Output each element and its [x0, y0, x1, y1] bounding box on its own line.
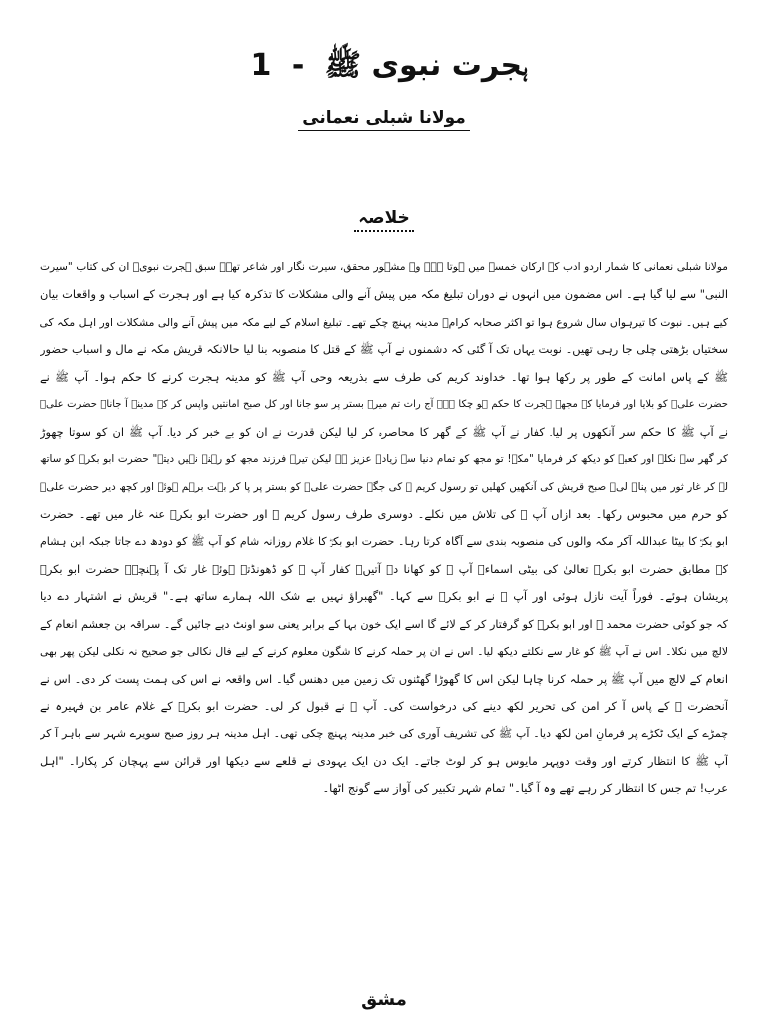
paragraph-line: سختیاں بڑھتی چلی جا رہی تھیں۔ نوبت یہاں تک آ گئی کہ دشمنوں نے آپ ﷺ کے قتل کا منصوبہ بنا لیا حالانکہ قریش مکہ نے مال و اسباب حضور: [40, 342, 728, 357]
summary-section-heading: [0, 204, 768, 232]
paragraph-line: نے آپ ﷺ کا حکم سر آنکھوں پر لیا۔ کفار نے آپ ﷺ کے گھر کا محاصرہ کر لیا لیکن قدرت نے ان کو بے خبر کر دیا۔ آپ ﷺ ان کو سوتا چھوڑ: [40, 424, 728, 439]
chapter-title: ہجرت نبوی ﷺ: [324, 48, 528, 83]
paragraph-line: ابو بکرؓ کا بیٹا عبداللہ آکر مکہ والوں کی منصوبہ بندی سے آگاہ کرتا رہا۔ حضرت ابو بکرؓ کا غلام روزانہ شام کو آپ ﷺ کو دودھ دے جاتا جبکہ ابن ہشام: [40, 535, 728, 549]
paragraph-line: آپ ﷺ کا انتظار کرتے اور وقت دوپہر مایوس ہو کر لوٹ جاتے۔ ایک دن ایک یہودی نے قلعے سے دیکھا اور قرائن سے پہچان کر پکارا۔ "اہل: [40, 753, 728, 768]
paragraph-line: النبی" سے لیا گیا ہے۔ اس مضمون میں انہوں نے دوران تبلیغ مکہ میں پیش آنے والی مشکلات کا تذکرہ کیا ہے اور ہجرت کے اسباب و واقعات بیان: [40, 287, 728, 302]
paragraph-line: آنحضرت ﷺ کے پاس آ کر امن کی تحریر لکھ دینے کی درخواست کی۔ آپ ﷺ نے قبول کر لی۔ حضرت ابو بکرؓ کے غلام عامر بن فہیرہ نے: [40, 699, 728, 713]
summary-heading-text: خلاصہ: [354, 208, 414, 232]
title-separator: -: [291, 48, 305, 83]
paragraph-line: حضرت علیؓ کو بلایا اور فرمایا کہ مجھے ہجرت کا حکم ہو چکا ہے۔ آج رات تم میرے بستر پر سو جانا اور کل صبح امانتیں واپس کر کے مدینہ آ جانا۔ حضرت علیؓ: [40, 399, 728, 411]
paragraph-line: کر گھر سے نکلے اور کعبہ کو دیکھ کر فرمایا "مکہ! تو مجھ کو تمام دنیا سے زیادہ عزیز ہے لیکن تیرے فرزند مجھ کو رہنے نہیں دیتے" حضرت ابو بکرؓ کو ساتھ: [40, 453, 728, 466]
paragraph-line: کیے ہیں۔ نبوت کا تیرہواں سال شروع ہوا تو اکثر صحابہ کرامؓ مدینہ پہنچ چکے تھے۔ تبلیغ اسلام کے لیے مکہ میں پیش آنے والی مشکلات اور اہل مکہ کی: [40, 315, 728, 329]
paragraph-line: انعام کے لالچ میں آپ ﷺ پر حملہ کرنا چاہا لیکن اس کا گھوڑا گھٹنوں تک زمین میں دھنس گیا۔ اس واقعہ نے اس کی ہمت پست کر دی۔ اس نے: [40, 671, 728, 686]
paragraph-line: لالچ میں نکلا۔ اس نے آپ ﷺ کو غار سے نکلتے دیکھ لیا۔ اس نے ان پر حملہ کرنے کا شگون معلوم کرنے کے لیے فال نکالی جو صحیح نہ نکلی لیکن پھر بھی: [40, 645, 728, 659]
paragraph-line: کے مطابق حضرت ابو بکرؓ تعالیٰ کی بیٹی اسماءؓ آپ ﷺ کو کھانا دے آتیں۔ کفار آپ ﷺ کو ڈھونڈتے ہوئے غار تک آ پہنچے۔ حضرت ابو بکرؓ: [40, 561, 728, 576]
paragraph-line: عرب! تم جس کا انتظار کر رہے تھے وہ آ گیا۔" تمام شہر تکبیر کی آواز سے گونج اٹھا۔: [322, 781, 728, 796]
author-name: مولانا شبلی نعمانی: [298, 108, 470, 131]
paragraph-line: کہ جو کوئی حضرت محمد ﷺ اور ابو بکرؓ کو گرفتار کر کے لائے گا اسے ایک خون بہا کے برابر یعنی سو اونٹ دیے جائیں گے۔ سراقہ بن جعشم انعام کے: [40, 617, 728, 631]
next-section-heading: مشق: [361, 989, 407, 1010]
author-line: [0, 104, 768, 132]
paragraph-line: چمڑے کے ایک ٹکڑے پر فرمانِ امن لکھ دیا۔ آپ ﷺ کی تشریف آوری کی خبر مدینہ پہنچ چکی تھی۔ اہل مدینہ ہر روز صبح سویرے شہر سے باہر آ کر: [40, 727, 728, 741]
paragraph-line: پریشان ہوئے۔ فوراً آیت نازل ہوئی اور آپ ﷺ نے ابو بکرؓ سے کہا۔ "گھبراؤ نہیں بے شک اللہ ہمارے ساتھ ہے۔" قریش نے اشتہار دے دیا: [40, 589, 728, 604]
summary-paragraph: [40, 254, 728, 803]
chapter-number: 1: [250, 48, 272, 83]
paragraph-line: کو حرم میں محبوس رکھا۔ بعد ازاں آپ ﷺ کی تلاش میں نکلے۔ دوسری طرف رسول کریم ﷺ اور حضرت ابو بکرؓ عنہ غار میں تھے۔ حضرت: [40, 506, 728, 521]
paragraph-line: مولانا شبلی نعمانی کا شمار اردو ادب کے ارکان خمسہ میں ہوتا ہے۔ وہ مشہور محقق، سیرت نگار اور شاعر تھے۔ سبق ہجرت نبویؐ ان کی کتاب "سیرت: [40, 261, 728, 273]
chapter-heading: [0, 42, 768, 90]
paragraph-line: ﷺ کے پاس امانت کے طور پر رکھا ہوا تھا۔ خداوند کریم کی طرف سے بذریعہ وحی آپ ﷺ کو مدینہ ہجرت کرنے کا حکم ہوا۔ آپ ﷺ نے: [40, 369, 728, 384]
paragraph-line: لے کر غار ثور میں پناہ لی۔ صبح قریش کی آنکھیں کھلیں تو رسول کریم ﷺ کی جگہ حضرت علیؓ کو بستر پر پا کر بہت برہم ہوئے اور کچھ دیر حضرت علیؓ: [40, 480, 728, 493]
